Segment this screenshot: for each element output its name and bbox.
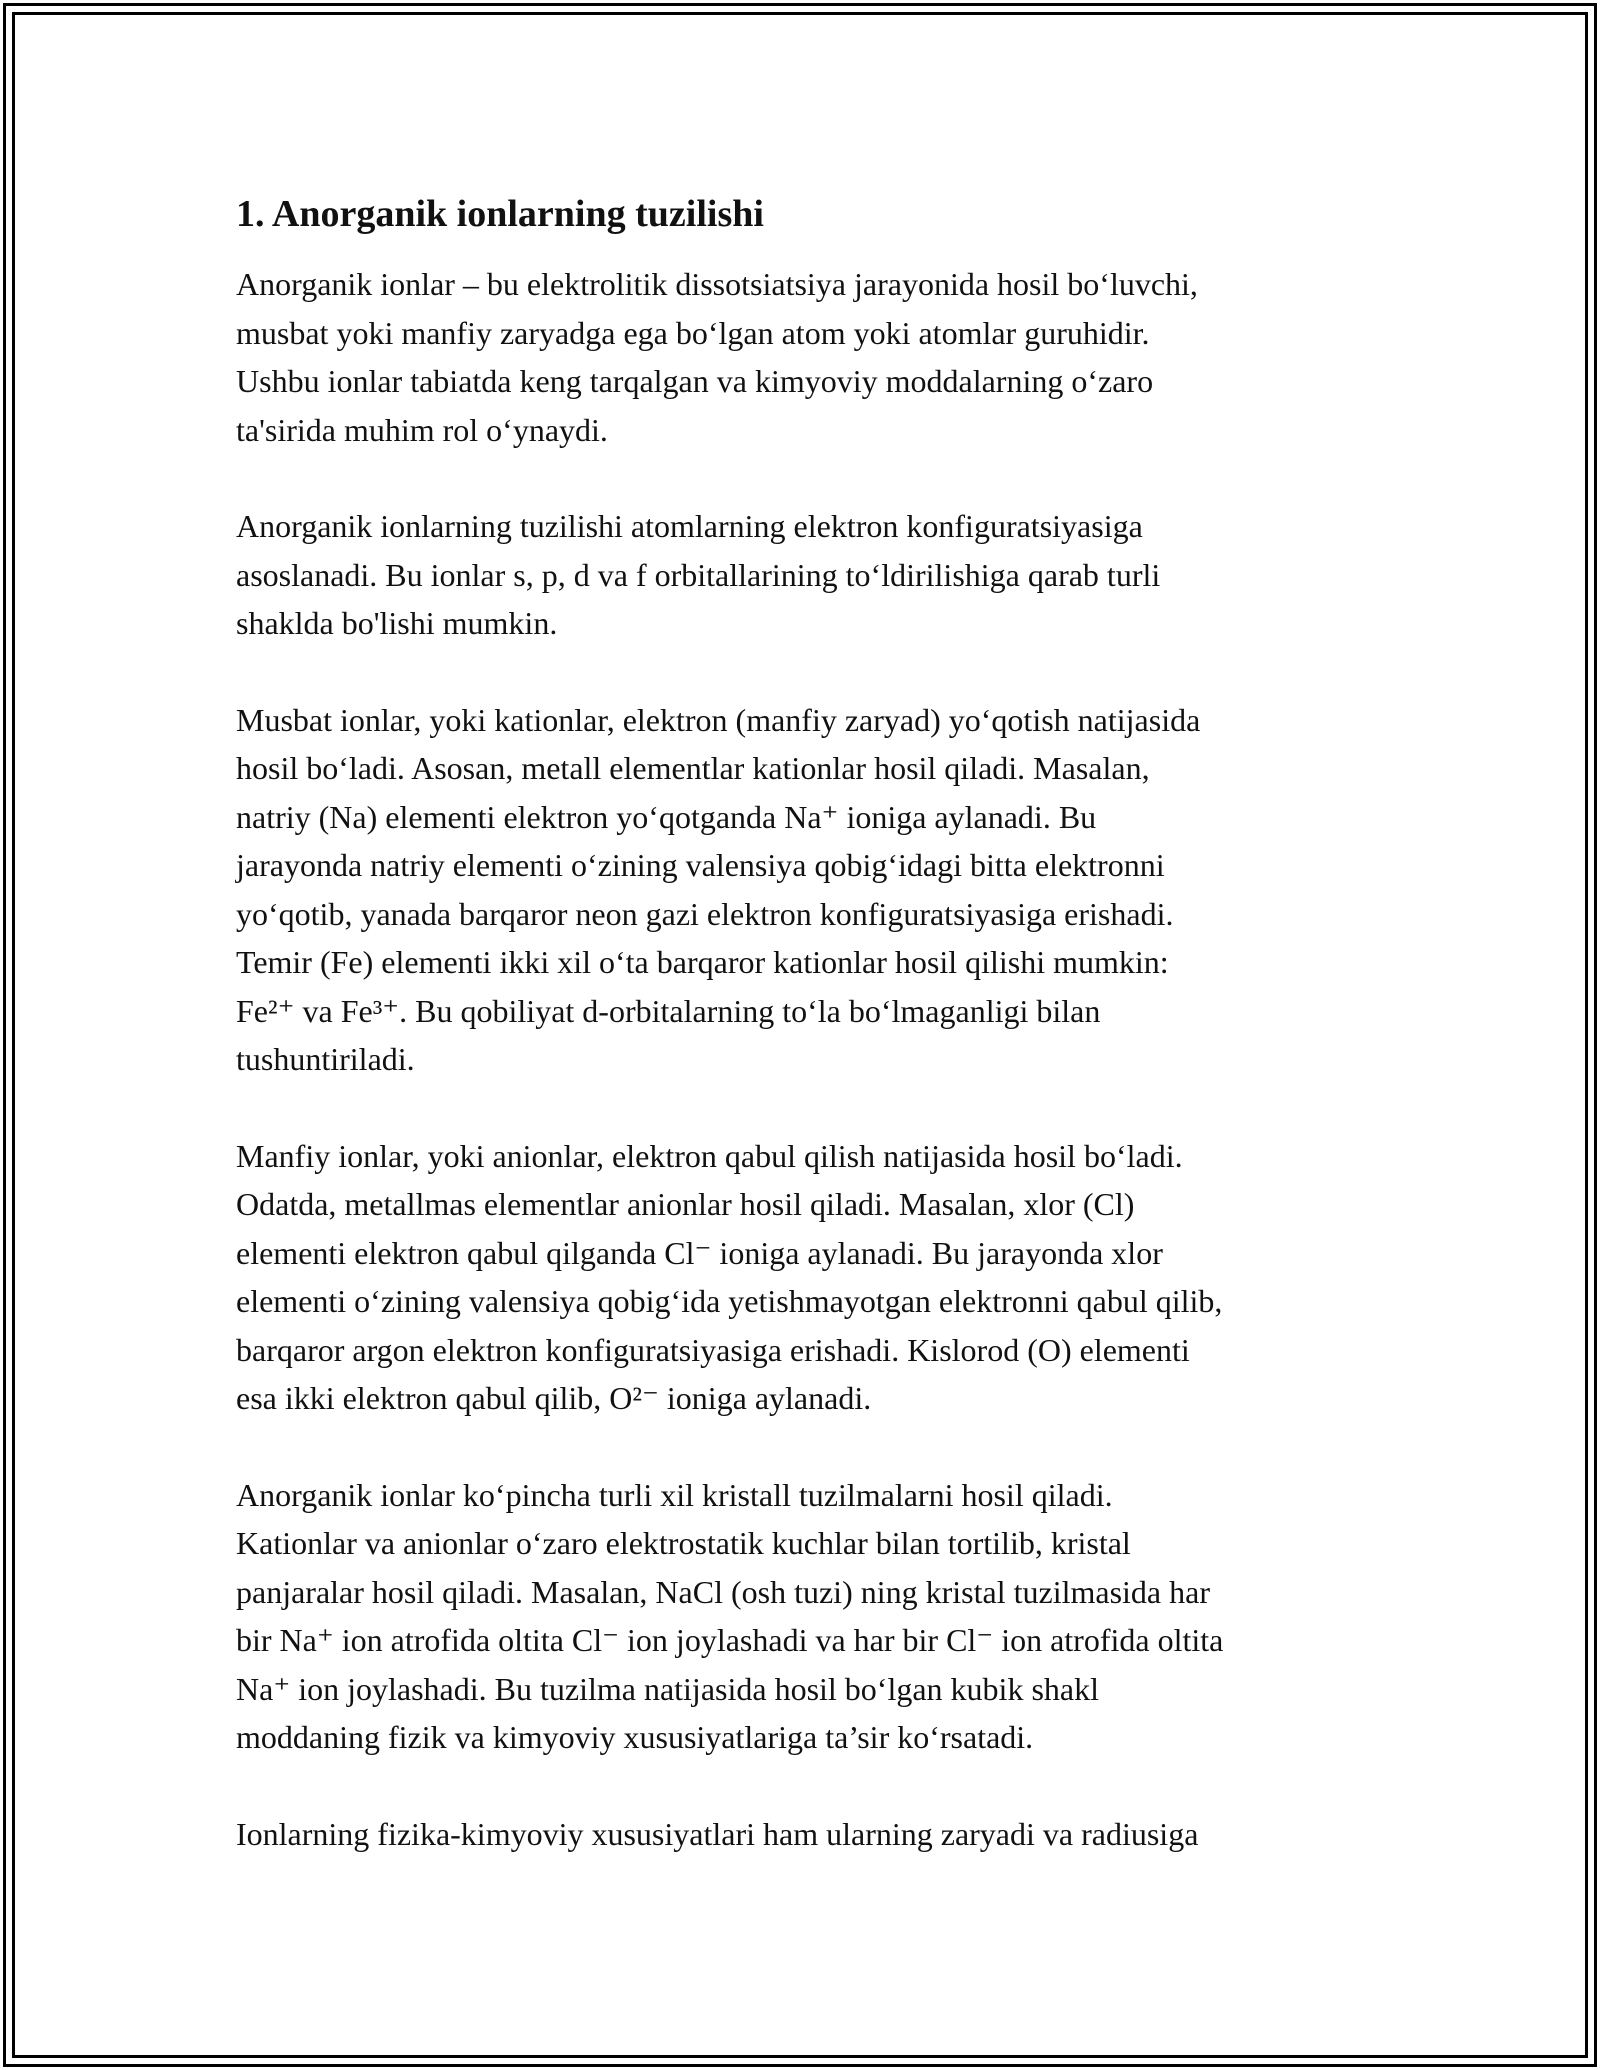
paragraph-properties: Ionlarning fizika-kimyoviy xususiyatlari ham ularning zaryadi va radiusiga (236, 1815, 1199, 1852)
section-heading: 1. Anorganik ionlarning tuzilishi (236, 193, 764, 235)
paragraph-definition: Anorganik ionlar – bu elektrolitik dissotsiatsiya jarayonida hosil bo‘luvchi, musbat yoki manfiy zaryadga ega bo‘lgan atom yoki atomlar guruhidir. Ushbu ionlar tabiatda keng tarqalgan va kimyoviy moddalarning o‘zaro ta'sirida muhim rol o‘ynaydi. (236, 266, 1198, 448)
document-body (236, 190, 1396, 1858)
paragraph-structure: Anorganik ionlarning tuzilishi atomlarning elektron konfiguratsiyasiga asoslanadi. Bu ionlar s, p, d va f orbitallarining to‘ldirilishiga qarab turli shaklda bo'lishi mumkin. (236, 508, 1161, 641)
paragraph-cations: Musbat ionlar, yoki kationlar, elektron (manfiy zaryad) yo‘qotish natijasida hosil bo‘ladi. Asosan, metall elementlar kationlar hosil qiladi. Masalan, natriy (Na) elementi elektron yo‘qotganda Na⁺ ioniga aylanadi. Bu jarayonda natriy elementi o‘zining valensiya qobig‘idagi bitta elektronni yo‘qotib, yanada barqaror neon gazi elektron konfiguratsiyasiga erishadi. Temir (Fe) elementi ikki xil o‘ta barqaror kationlar hosil qilishi mumkin: Fe²⁺ va Fe³⁺. Bu qobiliyat d-orbitalarning to‘la bo‘lmaganligi bilan tushuntiriladi. (236, 701, 1201, 1077)
paragraph-anions: Manfiy ionlar, yoki anionlar, elektron qabul qilish natijasida hosil bo‘ladi. Odatda, metallmas elementlar anionlar hosil qiladi. Masalan, xlor (Cl) elementi elektron qabul qilganda Cl⁻ ioniga aylanadi. Bu jarayonda xlor elementi o‘zining valensiya qobig‘ida yetishmayotgan elektronni qabul qilib, barqaror argon elektron konfiguratsiyasiga erishadi. Kislorod (O) elementi esa ikki elektron qabul qilib, O²⁻ ioniga aylanadi. (236, 1137, 1223, 1416)
paragraph-crystal-structures: Anorganik ionlar ko‘pincha turli xil kristall tuzilmalarni hosil qiladi. Kationlar va anionlar o‘zaro elektrostatik kuchlar bilan tortilib, kristal panjaralar hosil qiladi. Masalan, NaCl (osh tuzi) ning kristal tuzilmasida har bir Na⁺ ion atrofida oltita Cl⁻ ion joylashadi va har bir Cl⁻ ion atrofida oltita Na⁺ ion joylashadi. Bu tuzilma natijasida hosil bo‘lgan kubik shakl moddaning fizik va kimyoviy xususiyatlariga ta’sir ko‘rsatadi. (236, 1476, 1224, 1755)
